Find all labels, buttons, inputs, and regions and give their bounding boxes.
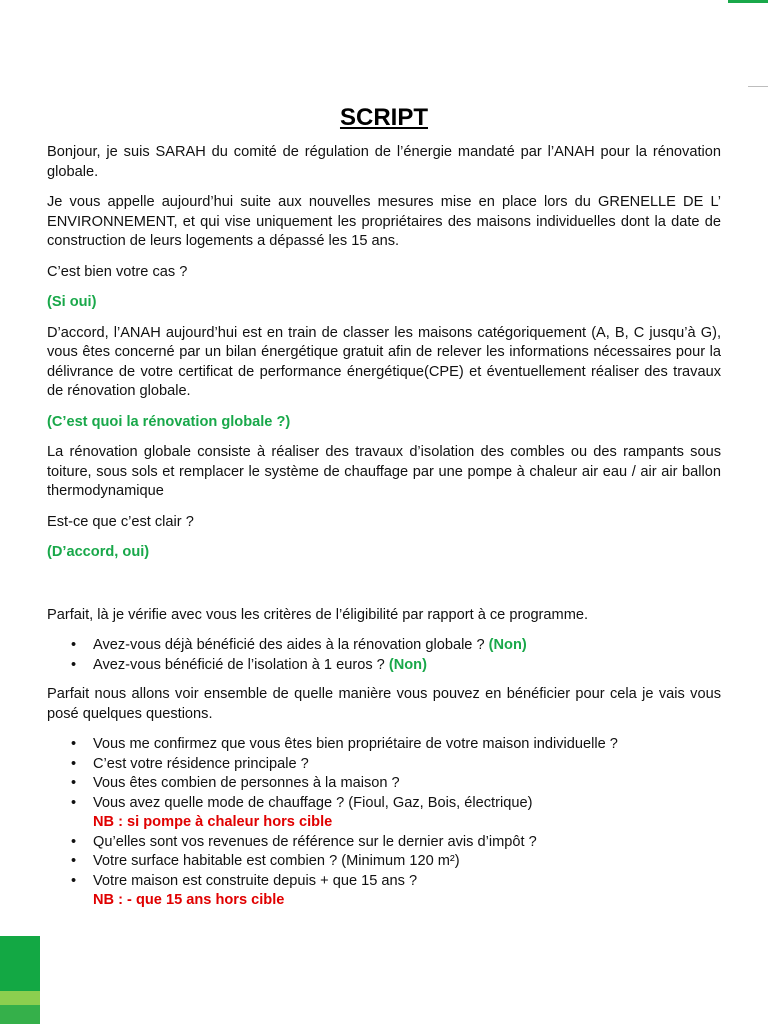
list-item (47, 636, 721, 656)
side-band-dark (0, 936, 40, 991)
anah-paragraph: D’accord, l’ANAH aujourd’hui est en train de classer les maisons catégoriquement (A, B, C jusqu’à G), vous êtes concerné par un bilan énergétique gratuit afin de relever les informations nécessaires pour la délivrance de votre certificat de performance énergétique(CPE) et éventuellement réaliser des travaux de rénovation globale. (47, 324, 721, 399)
list-item: • Vous êtes combien de personnes à la maison ? (47, 774, 721, 794)
context-paragraph: Je vous appelle aujourd’hui suite aux nouvelles mesures mise en place lors du GRENELLE DE L’ ENVIRONNEMENT, et qui vise uniquement les propriétaires des maisons individuelles dont la date de construction de leurs logements a dépassé les 15 ans. (47, 194, 721, 249)
eligibility-question: Avez-vous déjà bénéficié des aides à la rénovation globale ? (93, 637, 489, 653)
side-band-light (0, 991, 40, 1005)
answer-agree: (D’accord, oui) (47, 544, 150, 560)
age-note: NB : - que 15 ans hors cible (93, 892, 285, 908)
list-item: • Qu’elles sont vos revenues de référence sur le dernier avis d’impôt ? (47, 833, 721, 853)
age-question: Votre maison est construite depuis + que 15 ans ? (93, 872, 418, 889)
document-title: SCRIPT (339, 104, 428, 131)
question-global-renovation: (C’est quoi la rénovation globale ?) (47, 413, 291, 430)
questions-list (47, 735, 721, 911)
top-accent-bar (728, 0, 768, 3)
question-clear: Est-ce que c’est clair ? (47, 513, 194, 530)
spacer (47, 574, 721, 606)
list-item: • Votre surface habitable est combien ? (Minimum 120 m²) (47, 852, 721, 872)
side-band-mid (0, 1005, 40, 1024)
list-item (47, 656, 721, 676)
eligibility-answer: (Non) (388, 656, 427, 673)
questions-intro: Parfait nous allons voir ensemble de quelle manière vous pouvez en bénéficier pour cela je vais vous posé quelques questions. (47, 686, 721, 722)
document-page (47, 103, 721, 921)
eligibility-answer: (Non) (488, 637, 527, 653)
list-item (47, 872, 721, 911)
heating-question: Vous avez quelle mode de chauffage ? (Fioul, Gaz, Bois, électrique) (93, 794, 533, 811)
eligibility-intro: Parfait, là je vérifie avec vous les critères de l’éligibilité par rapport à ce programme. (47, 606, 589, 623)
list-item: • C’est votre résidence principale ? (47, 755, 721, 775)
eligibility-list (47, 636, 721, 675)
right-rule (748, 86, 768, 87)
question-your-case: C’est bien votre cas ? (47, 263, 188, 280)
list-item: • Vous me confirmez que vous êtes bien propriétaire de votre maison individuelle ? (47, 735, 721, 755)
answer-if-yes: (Si oui) (47, 294, 97, 310)
heating-note: NB : si pompe à chaleur hors cible (93, 814, 333, 830)
eligibility-question: Avez-vous bénéficié de l’isolation à 1 euros ? (93, 656, 389, 673)
intro-paragraph: Bonjour, je suis SARAH du comité de régulation de l’énergie mandaté par l’ANAH pour la rénovation globale. (47, 144, 721, 180)
list-item (47, 794, 721, 833)
renovation-paragraph: La rénovation globale consiste à réaliser des travaux d’isolation des combles ou des rampants sous toiture, sous sols et remplacer le système de chauffage par une pompe à chaleur air eau / air air ballon thermodynamique (47, 444, 721, 499)
